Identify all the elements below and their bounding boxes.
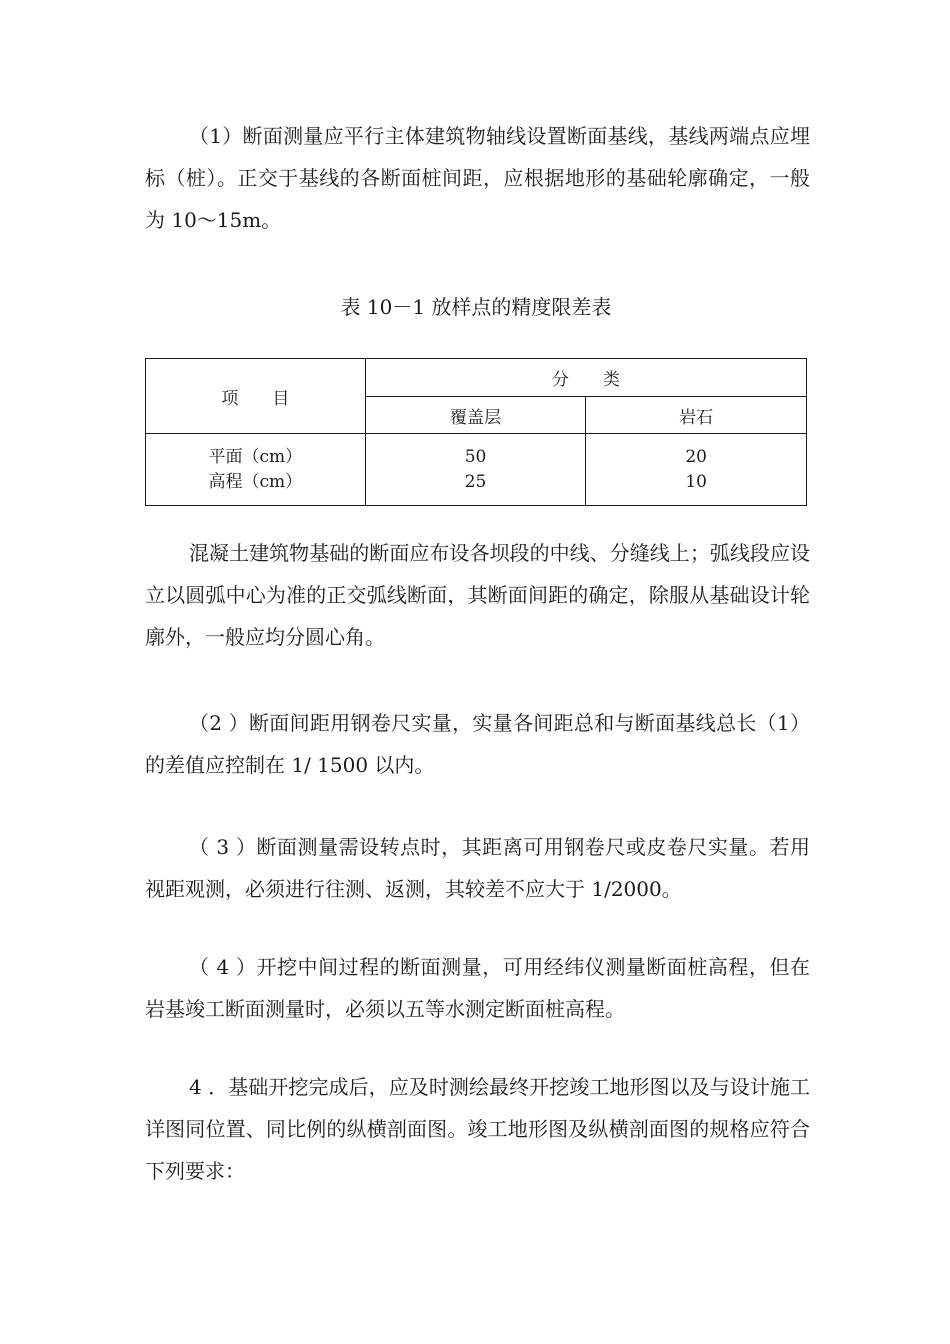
row-label-elevation: 高程（cm） [208,471,303,492]
header-overburden: 覆盖层 [365,397,586,434]
value-elevation-overburden: 25 [464,471,487,492]
header-rock: 岩石 [586,397,807,434]
table-caption: 表 10－1 放样点的精度限差表 [340,295,612,319]
paragraph-section-1: （1）断面测量应平行主体建筑物轴线设置断面基线，基线两端点应埋标（桩）。正交于基线的各断面桩间距，应根据地形的基础轮廓确定，一般为 10～15m。 [145,124,810,232]
paragraph-concrete-foundation: 混凝土建筑物基础的断面应布设各坝段的中线、分缝线上；弧线段应设立以圆弧中心为准的正交弧线断面，其断面间距的确定，除服从基础设计轮廓外，一般应均分圆心角。 [145,541,810,649]
header-item: 项 目 [146,359,366,434]
value-elevation-rock: 10 [685,471,707,492]
row-labels-cell [146,434,366,506]
row-label-plane: 平面（cm） [208,446,303,467]
value-plane-overburden: 50 [464,446,487,467]
rock-values-cell [586,434,807,506]
header-category: 分 类 [365,359,806,397]
overburden-values-cell [365,434,586,506]
paragraph-item-4: 4 ．基础开挖完成后，应及时测绘最终开挖竣工地形图以及与设计施工详图同位置、同比例的纵横剖面图。竣工地形图及纵横剖面图的规格应符合下列要求： [145,1075,810,1183]
paragraph-section-4: （ 4 ）开挖中间过程的断面测量，可用经纬仪测量断面桩高程，但在岩基竣工断面测量时，必须以五等水测定断面桩高程。 [145,955,810,1021]
table-header-row [146,359,807,397]
paragraph-section-3: （ 3 ）断面测量需设转点时，其距离可用钢卷尺或皮卷尺实量。若用视距观测，必须进行往测、返测，其较差不应大于 1/2000。 [145,835,810,901]
table-row [146,434,807,506]
value-plane-rock: 20 [685,446,707,467]
paragraph-section-2: （2 ）断面间距用钢卷尺实量，实量各间距总和与断面基线总长（1）的差值应控制在 1/ 1500 以内。 [145,711,810,777]
precision-table [145,358,807,506]
